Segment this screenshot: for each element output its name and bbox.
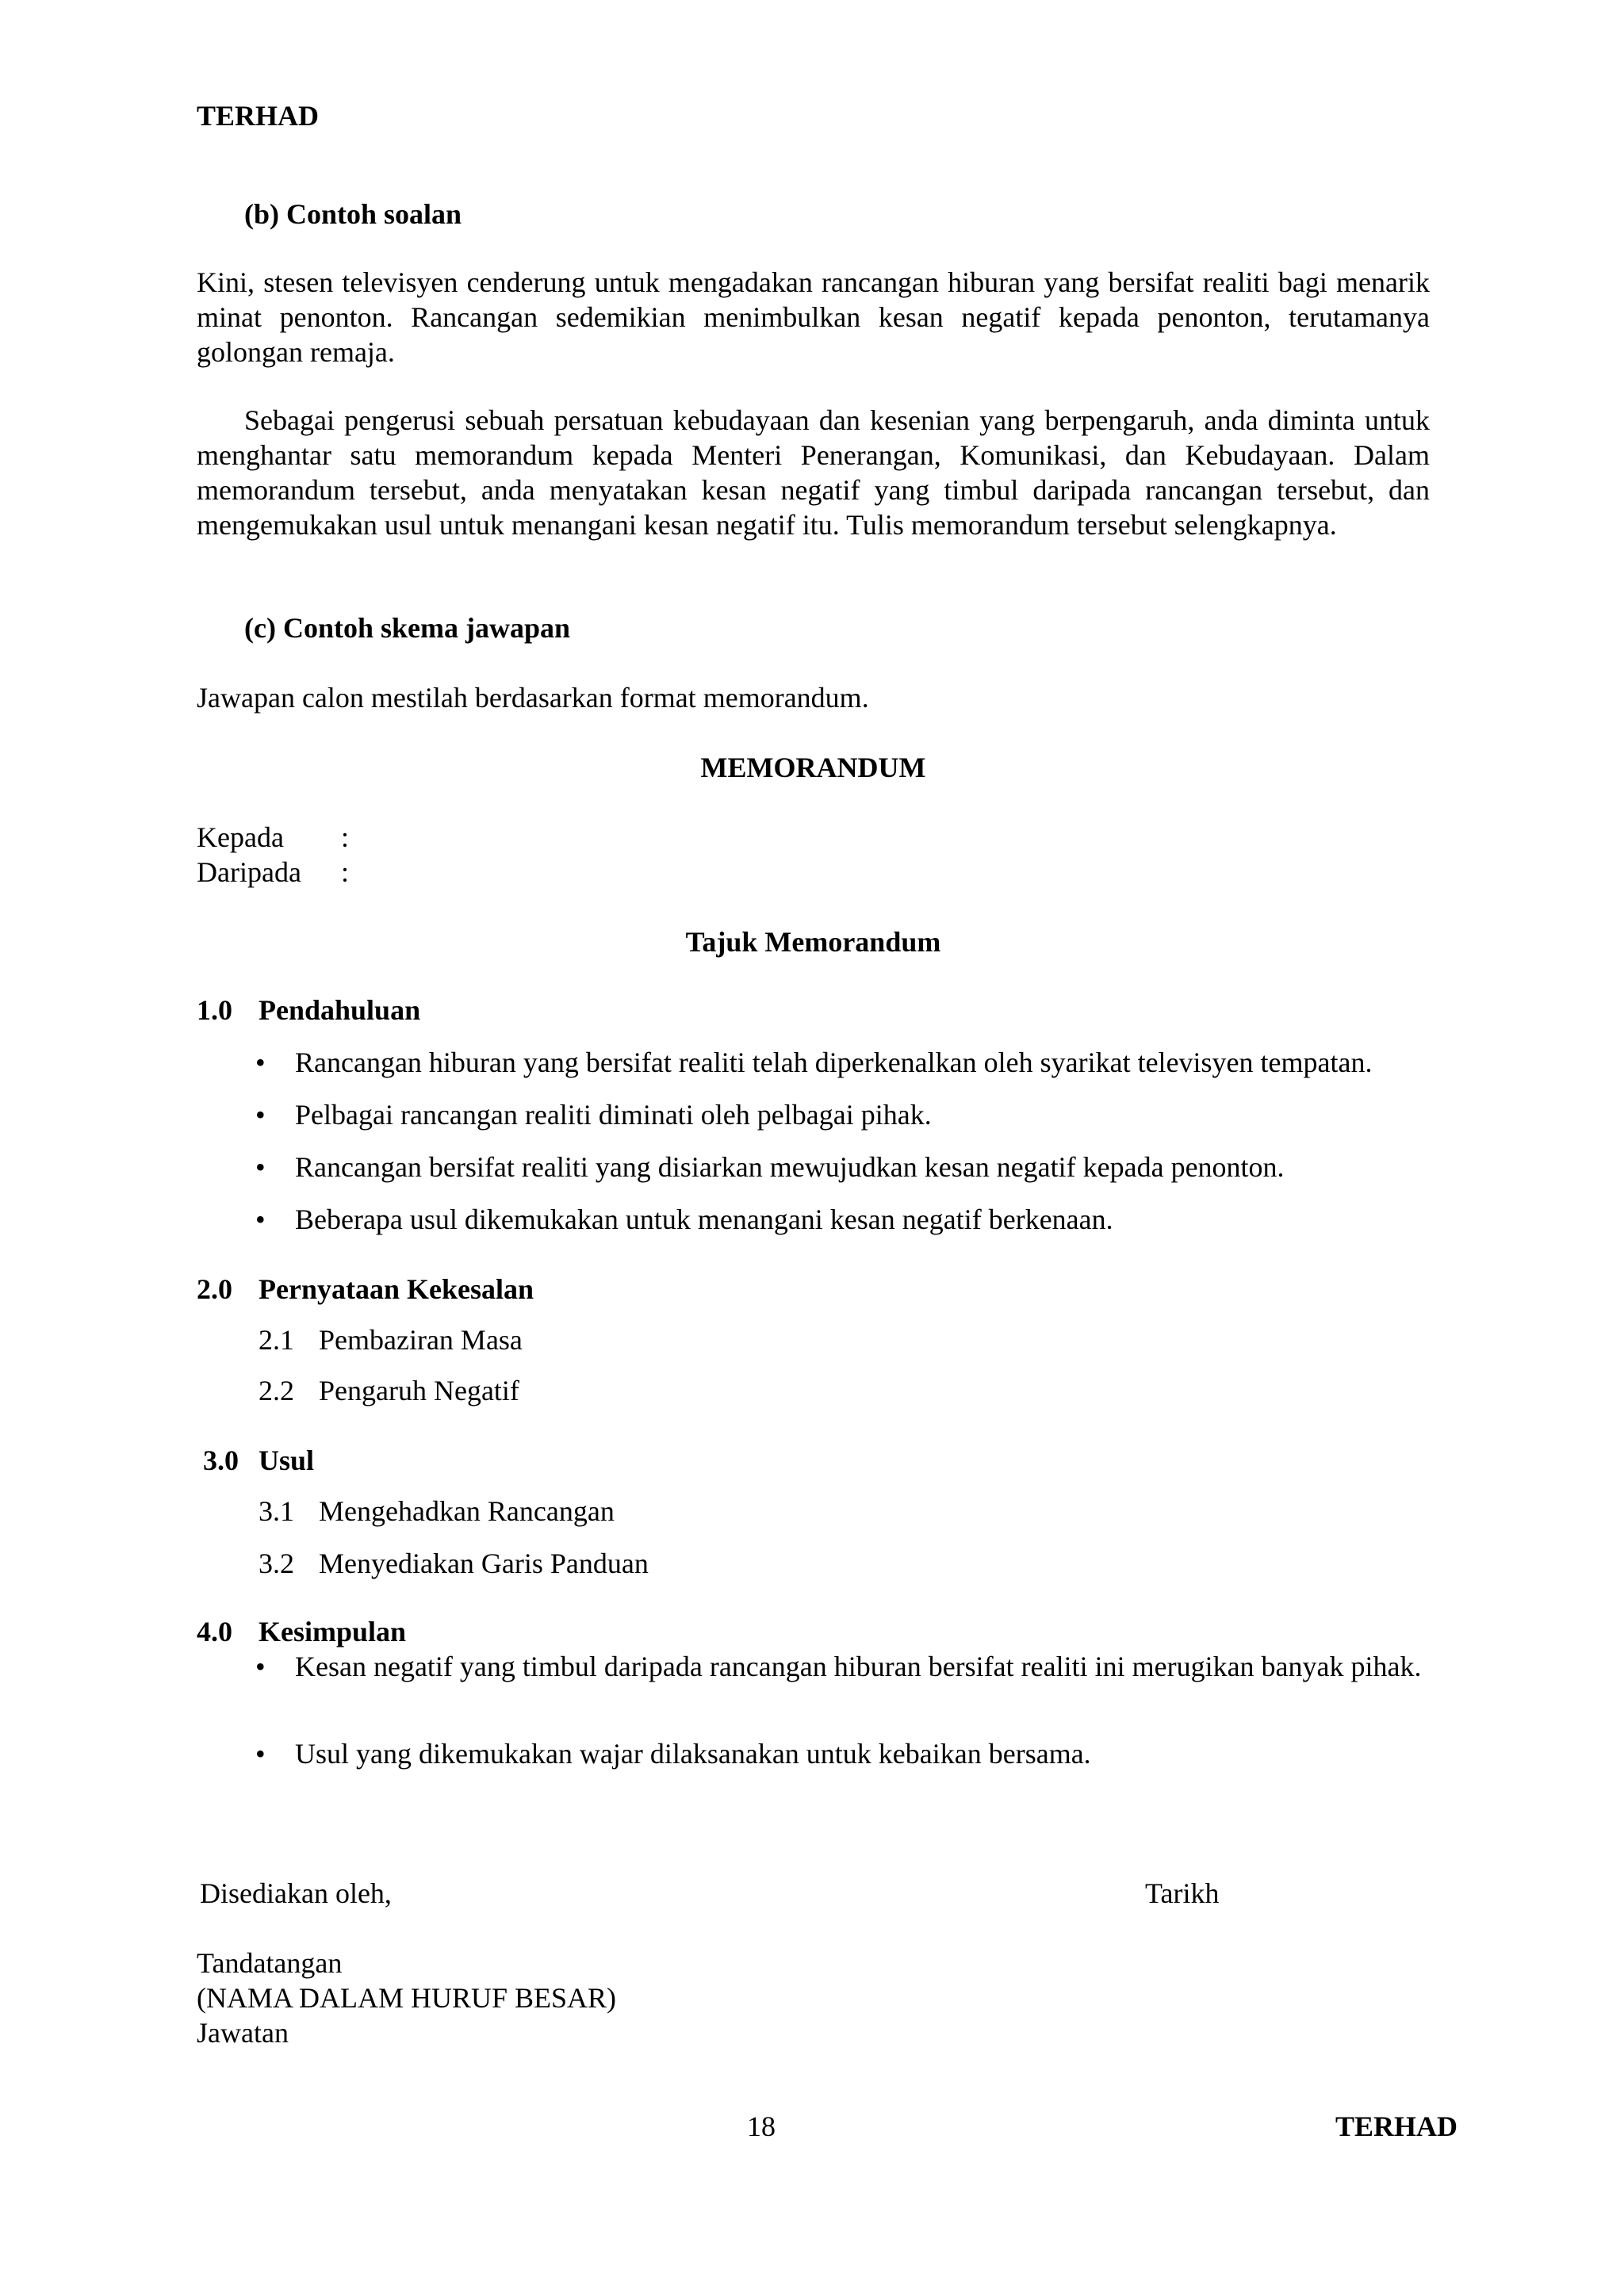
bullet-icon: • [255,1203,266,1235]
section-4-title: Kesimpulan [259,1616,407,1647]
page-number: 18 [747,2110,776,2142]
list-item-text: Kesan negatif yang timbul daripada rancangan hiburan bersifat realiti ini merugikan banyak pihak. [295,1651,1422,1682]
subitem-text: Mengehadkan Rancangan [319,1495,615,1527]
list-item-text: Rancangan bersifat realiti yang disiarkan mewujudkan kesan negatif kepada penonton. [295,1151,1285,1183]
list-item-text: Usul yang dikemukakan wajar dilaksanakan untuk kebaikan bersama. [295,1738,1091,1770]
bullet-icon: • [255,1047,266,1078]
section-b-paragraph-2: Sebagai pengerusi sebuah persatuan kebudayaan dan kesenian yang berpengaruh, anda diminta untuk menghantar satu memorandum kepada Menteri Penerangan, Komunikasi, dan Kebudayaan. Dalam memorandum tersebut, anda menyatakan kesan negatif yang timbul daripada rancangan tersebut, dan mengemukakan usul untuk menangani kesan negatif itu. Tulis memorandum tersebut selengkapnya. [197,404,1430,541]
subitem-number: 2.2 [259,1375,294,1406]
memo-subject: Tajuk Memorandum [685,926,941,958]
section-c-intro: Jawapan calon mestilah berdasarkan format memorandum. [197,682,869,714]
memo-to-colon: : [341,821,350,853]
subitem-number: 3.2 [259,1548,294,1579]
subitem-text: Pembaziran Masa [319,1324,523,1356]
signature-label: Tandatangan [197,1947,343,1979]
prepared-by-label: Disediakan oleh, [200,1877,392,1909]
subitem-text: Menyediakan Garis Panduan [319,1548,649,1579]
section-1-number: 1.0 [197,994,232,1026]
section-1-title: Pendahuluan [259,994,421,1026]
section-3-number: 3.0 [203,1445,239,1476]
list-item-text: Pelbagai rancangan realiti diminati oleh pelbagai pihak. [295,1099,932,1131]
position-label: Jawatan [197,2017,289,2049]
section-3-title: Usul [259,1445,315,1476]
section-2-number: 2.0 [197,1273,232,1305]
name-label: (NAMA DALAM HURUF BESAR) [197,1982,617,2014]
memo-to-label: Kepada [197,821,284,853]
bullet-icon: • [255,1151,266,1183]
bullet-icon: • [255,1651,266,1682]
footer-classification: TERHAD [1335,2110,1458,2142]
subitem-number: 3.1 [259,1495,294,1527]
section-b-heading: (b) Contoh soalan [244,198,462,230]
memo-from-colon: : [341,856,350,888]
bullet-icon: • [255,1099,266,1131]
subitem-text: Pengaruh Negatif [319,1375,519,1406]
section-2-title: Pernyataan Kekesalan [259,1273,534,1305]
section-c-heading: (c) Contoh skema jawapan [244,612,571,644]
section-4-number: 4.0 [197,1616,232,1647]
bullet-icon: • [255,1738,266,1770]
memo-from-label: Daripada [197,856,301,888]
list-item-text: Rancangan hiburan yang bersifat realiti telah diperkenalkan oleh syarikat televisyen tempatan. [295,1047,1373,1078]
section-b-paragraph-1: Kini, stesen televisyen cenderung untuk mengadakan rancangan hiburan yang bersifat realiti bagi menarik minat penonton. Rancangan sedemikian menimbulkan kesan negatif kepada penonton, terutamanya golongan remaja. [197,266,1430,368]
date-label: Tarikh [1145,1877,1220,1909]
subitem-number: 2.1 [259,1324,294,1356]
list-item-text: Beberapa usul dikemukakan untuk menangani kesan negatif berkenaan. [295,1203,1113,1235]
memo-title: MEMORANDUM [700,752,926,783]
header-classification: TERHAD [197,100,320,132]
